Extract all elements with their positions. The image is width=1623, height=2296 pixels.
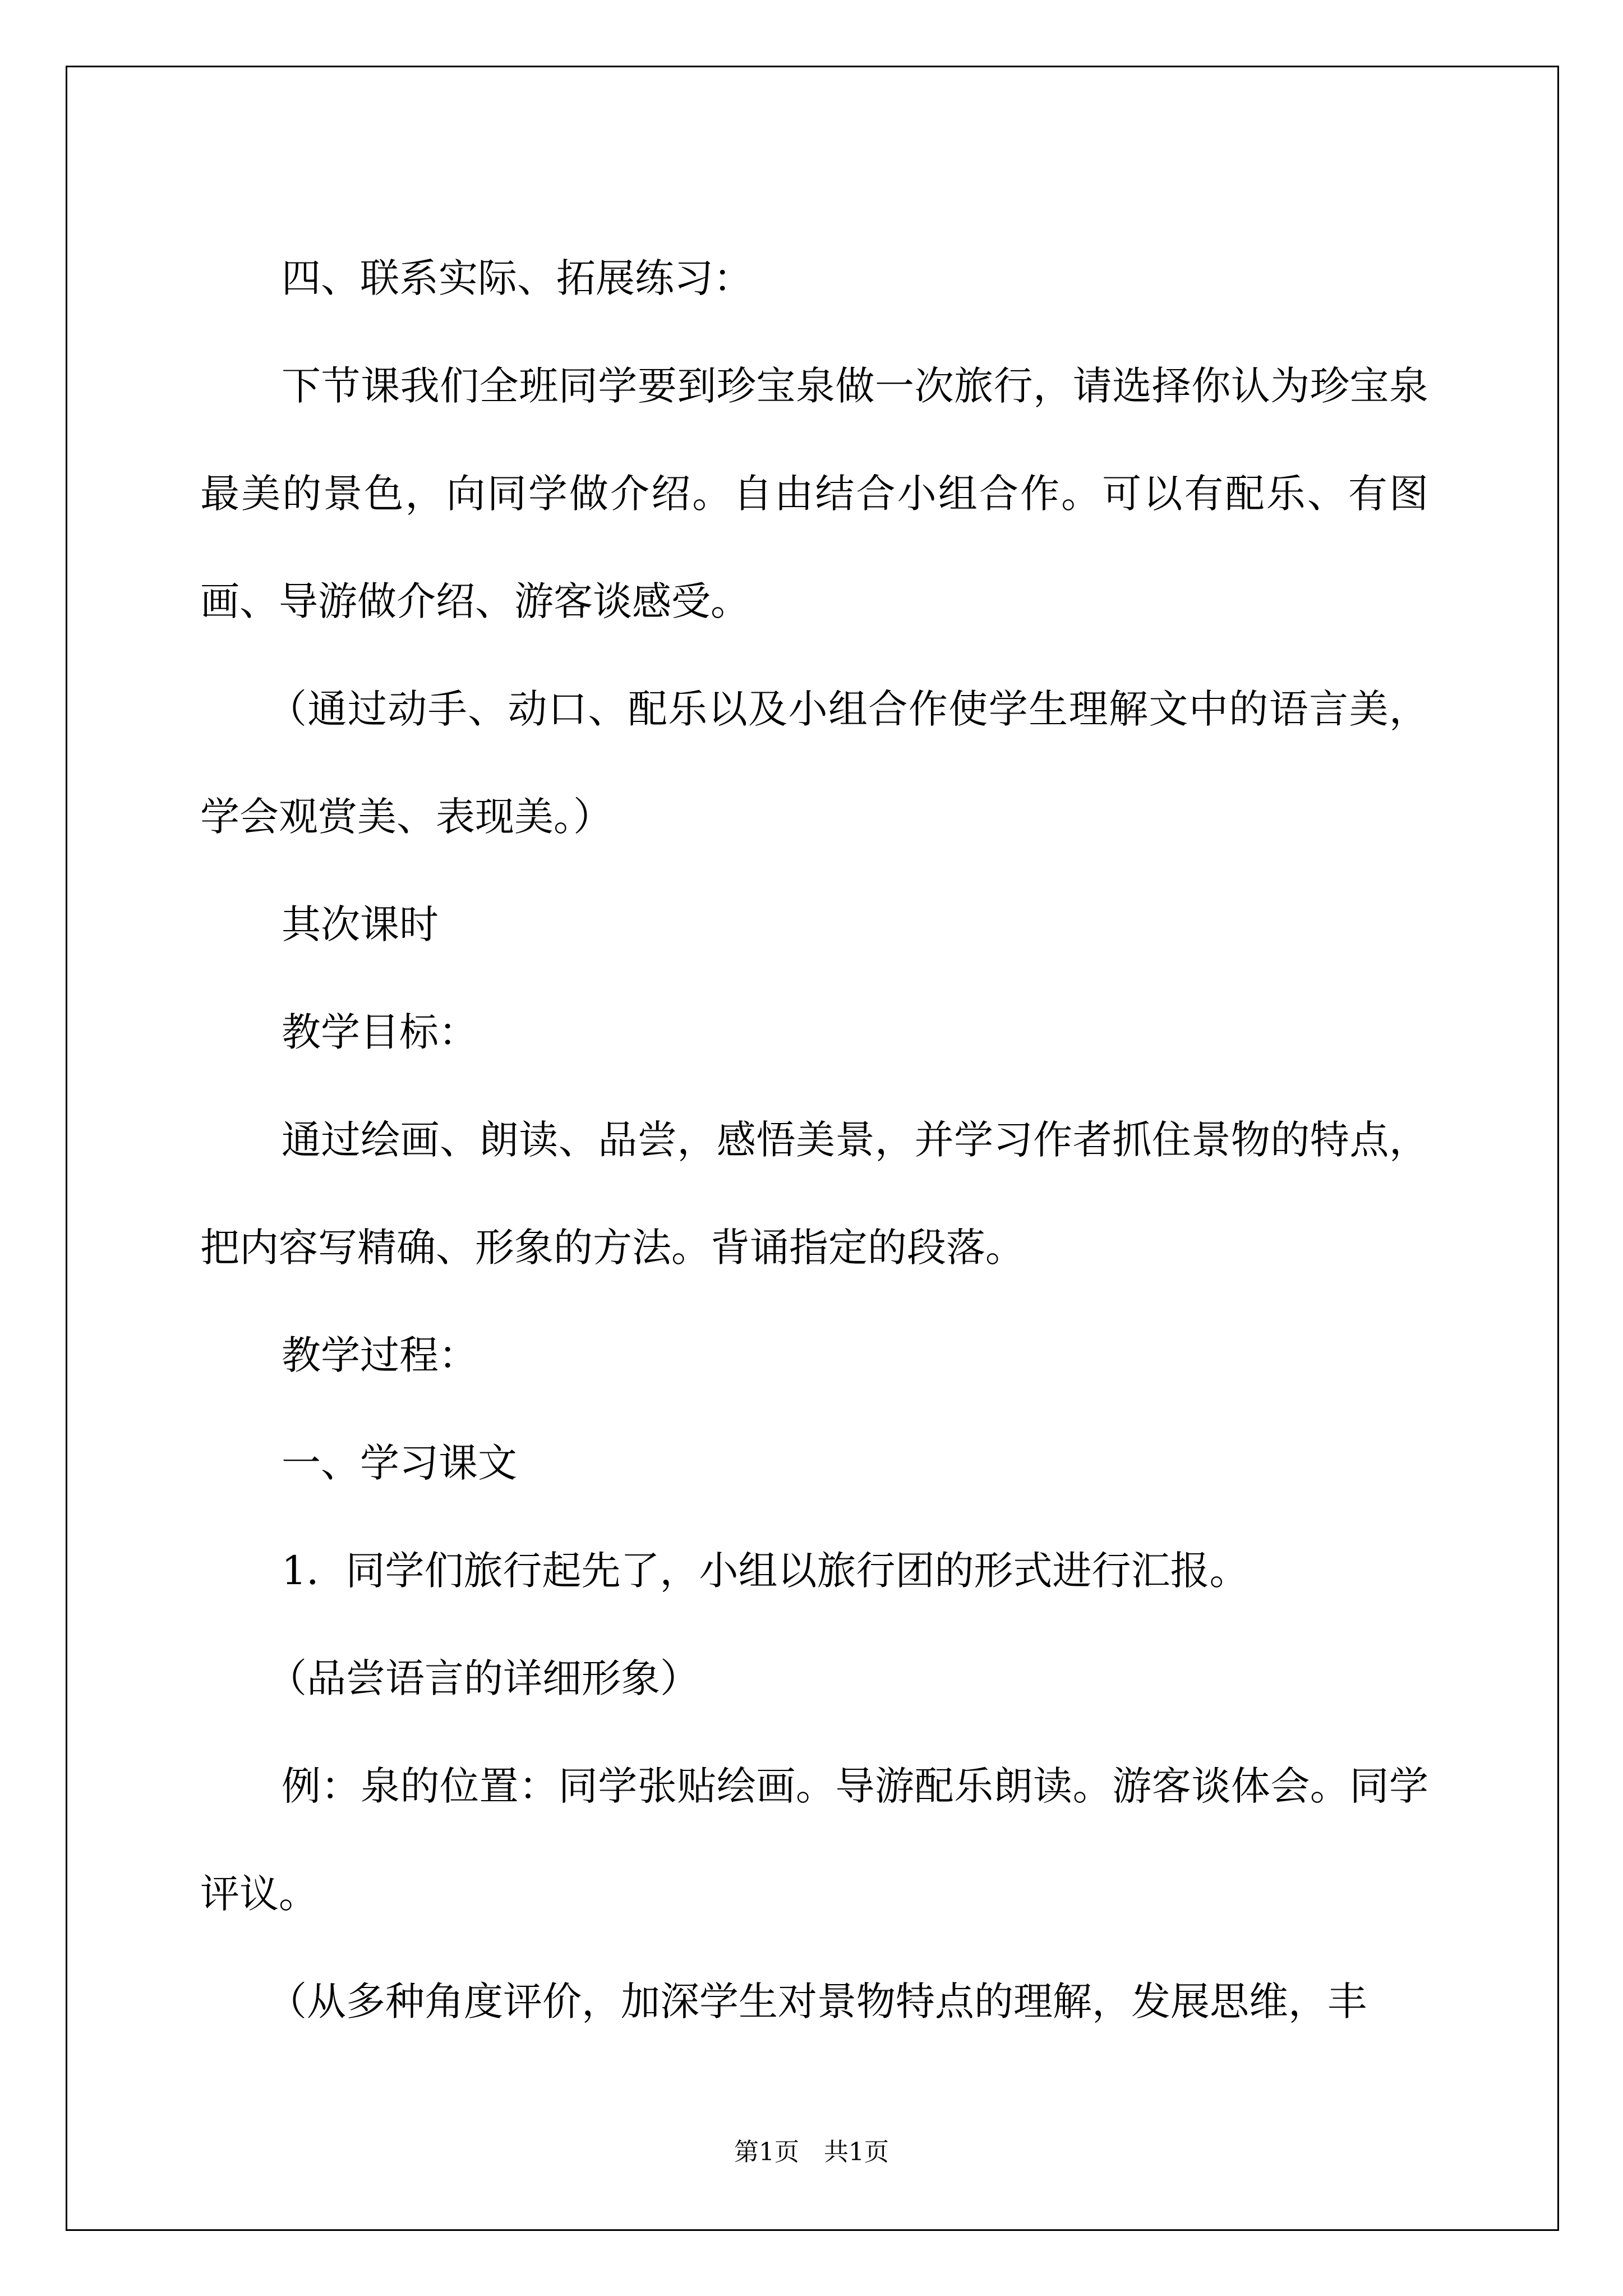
- paragraph-activity-note: （通过动手、动口、配乐以及小组合作使学生理解文中的语言美，学会观赏美、表现美。）: [200, 686, 1428, 840]
- paragraph-teaching-process-heading: 教学过程：: [282, 1332, 478, 1378]
- paragraph-evaluation-note: （从多种角度评价，加深学生对景物特点的理解，发展思维，丰: [268, 1978, 1367, 2024]
- paragraph-section-four-heading: 四、联系实际、拓展练习：: [282, 255, 753, 301]
- paragraph-step-one: 1．同学们旅行起先了，小组以旅行团的形式进行汇报。: [282, 1548, 1249, 1594]
- paragraph-example: 例：泉的位置：同学张贴绘画。导游配乐朗读。游客谈体会。同学评议。: [200, 1763, 1428, 1917]
- paragraph-study-text-heading: 一、学习课文: [282, 1440, 517, 1486]
- paragraph-step-one-note: （品尝语言的详细形象）: [268, 1655, 699, 1701]
- paragraph-teaching-goals: 通过绘画、朗读、品尝，感悟美景，并学习作者抓住景物的特点，把内容写精确、形象的方法。背诵指定的段落。: [200, 1117, 1428, 1271]
- paragraph-teaching-goals-heading: 教学目标：: [282, 1009, 478, 1055]
- document-body: [200, 224, 1428, 2055]
- paragraph-second-lesson-heading: 其次课时: [282, 901, 439, 947]
- paragraph-activity-description: 下节课我们全班同学要到珍宝泉做一次旅行，请选择你认为珍宝泉最美的景色，向同学做介绍。自由结合小组合作。可以有配乐、有图画、导游做介绍、游客谈感受。: [200, 363, 1428, 624]
- page-footer: 第1页 共1页: [734, 2138, 889, 2166]
